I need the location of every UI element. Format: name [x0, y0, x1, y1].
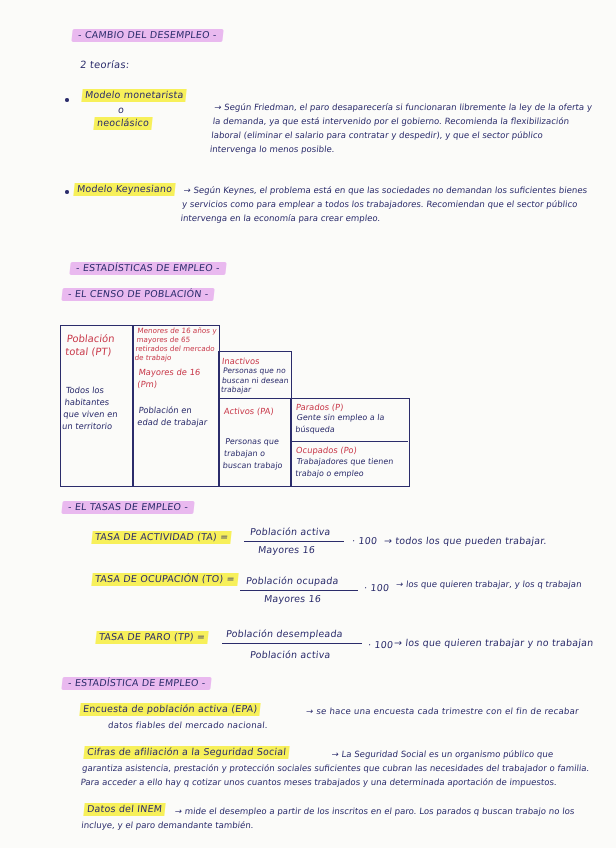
theory1-name-2	[93, 118, 152, 129]
theory2-name	[73, 184, 175, 195]
rate-unemployment-desc: → los que quieren trabajar y no trabajan	[393, 638, 594, 649]
intro-text: 2 teorías:	[79, 60, 130, 71]
census-po-desc: Gente sin empleo a la búsqueda	[294, 413, 385, 434]
rate-activity-fraction-line	[244, 541, 344, 542]
rate-occupation-numerator: Población ocupada	[245, 576, 340, 587]
rate-unemployment-fraction-line	[222, 643, 362, 644]
bullet-2	[65, 190, 69, 194]
rate-activity-label	[91, 532, 231, 543]
census-pa-title: Activos (PA)	[223, 406, 275, 416]
theory1-name	[81, 90, 187, 101]
section-heading-censo	[61, 289, 215, 300]
rate-activity-label-text: TASA DE ACTIVIDAD (TA) =	[91, 531, 232, 544]
bullet-1	[65, 98, 69, 102]
theory2-name-text: Modelo Keynesiano	[73, 183, 175, 196]
rate-activity-desc: → todos los que pueden trabajar.	[383, 536, 548, 547]
heading-text: - CAMBIO DEL DESEMPLEO -	[71, 29, 223, 42]
census-pa-desc: Personas que trabajan o buscan trabajo	[222, 437, 283, 470]
census-ocupados-desc: Trabajadores que tienen trabajo o empleo	[294, 457, 394, 478]
census-divider	[290, 441, 408, 442]
rate-activity-numerator: Población activa	[249, 527, 332, 538]
rate-occupation-fraction-line	[240, 590, 358, 591]
rate-occupation-label-text: TASA DE OCUPACIÓN (TO) =	[91, 573, 238, 586]
census-po-title: Parados (P)	[295, 402, 344, 412]
heading-text: - EL TASAS DE EMPLEO -	[61, 501, 194, 514]
stats-ss-label-text: Cifras de afiliación a la Seguridad Social	[83, 746, 289, 759]
stats-ss-text: → La Seguridad Social es un organismo público que garantiza asistencia, prestación y protección sociales suficientes que cubran las necesidades del trabajador o familia. Para acceder a ello hay q cotizar unos cuantos meses trabajados y una determinada aportación de impuestos.	[80, 750, 590, 788]
census-inactive-title: Inactivos	[221, 356, 261, 366]
census-pm-title: Mayores de 16 (Pm)	[136, 367, 201, 389]
theory1-name-line3: neoclásico	[93, 117, 152, 130]
rate-unemployment-numerator: Población desempleada	[225, 629, 344, 640]
heading-text: - EL CENSO DE POBLACIÓN -	[61, 288, 215, 301]
rate-occupation-denominator: Mayores 16	[263, 594, 322, 605]
stats-epa-label-text: Encuesta de población activa (EPA)	[79, 703, 261, 716]
theory1-name-line1: Modelo monetarista	[81, 89, 187, 102]
stats-epa-label	[79, 704, 260, 715]
stats-epa-text2: datos fiables del mercado nacional.	[107, 721, 269, 731]
census-ocupados-title: Ocupados (Po)	[295, 445, 358, 455]
section-heading-cambio	[71, 30, 223, 41]
stats-epa-text1: → se hace una encuesta cada trimestre con el fin de recabar	[305, 707, 580, 717]
census-pt-desc: Todos los habitantes que viven en un territorio	[61, 385, 119, 431]
rate-unemployment-label	[95, 632, 208, 643]
stats-paro-text: → mide el desempleo a partir de los inscritos en el paro. Los parados q buscan trabajo no los incluye, y el paro demandante también.	[80, 807, 575, 831]
rate-unemployment-denominator: Población activa	[249, 650, 332, 661]
stats-paro-label-text: Datos del INEM	[83, 803, 165, 816]
rate-activity-mult: · 100	[351, 536, 378, 547]
census-under16: Menores de 16 años y mayores de 65 retirados del mercado de trabajo	[134, 326, 218, 362]
theory1-or: o	[117, 105, 125, 116]
heading-text: - ESTADÍSTICA DE EMPLEO -	[61, 677, 212, 690]
theory2-text: → Según Keynes, el problema está en que las sociedades no demandan los suficientes bienes y servicios como para emplear a todos los trabajadores. Recomiendan que el sector público intervenga en la economía para crear empleo.	[180, 186, 588, 224]
section-heading-estadistica-empleo	[61, 678, 212, 689]
census-inactive-desc: Personas que no buscan ni desean trabajar	[220, 366, 290, 394]
rate-occupation-mult: · 100	[363, 583, 390, 594]
census-pt-title: Población total (PT)	[64, 334, 116, 358]
rate-unemployment-label-text: TASA DE PARO (TP) =	[95, 631, 208, 644]
census-pm-desc: Población en edad de trabajar	[136, 405, 208, 427]
rate-unemployment-mult: · 100	[367, 640, 394, 651]
theory1-text: → Según Friedman, el paro desaparecería si funcionaran libremente la ley de la oferta y la demanda, ya que está intervenido por el gobierno. Recomienda la flexibilización laboral (eliminar el salario para contratar y despedir), y que el sector público intervenga lo menos posible.	[209, 103, 593, 155]
section-heading-tasas	[61, 502, 194, 513]
rate-occupation-label	[91, 574, 238, 585]
rate-occupation-desc: → los que quieren trabajar, y los q trabajan	[395, 580, 583, 590]
heading-text: - ESTADÍSTICAS DE EMPLEO -	[69, 262, 226, 275]
section-heading-estadistica	[69, 263, 226, 274]
rate-activity-denominator: Mayores 16	[257, 545, 316, 556]
